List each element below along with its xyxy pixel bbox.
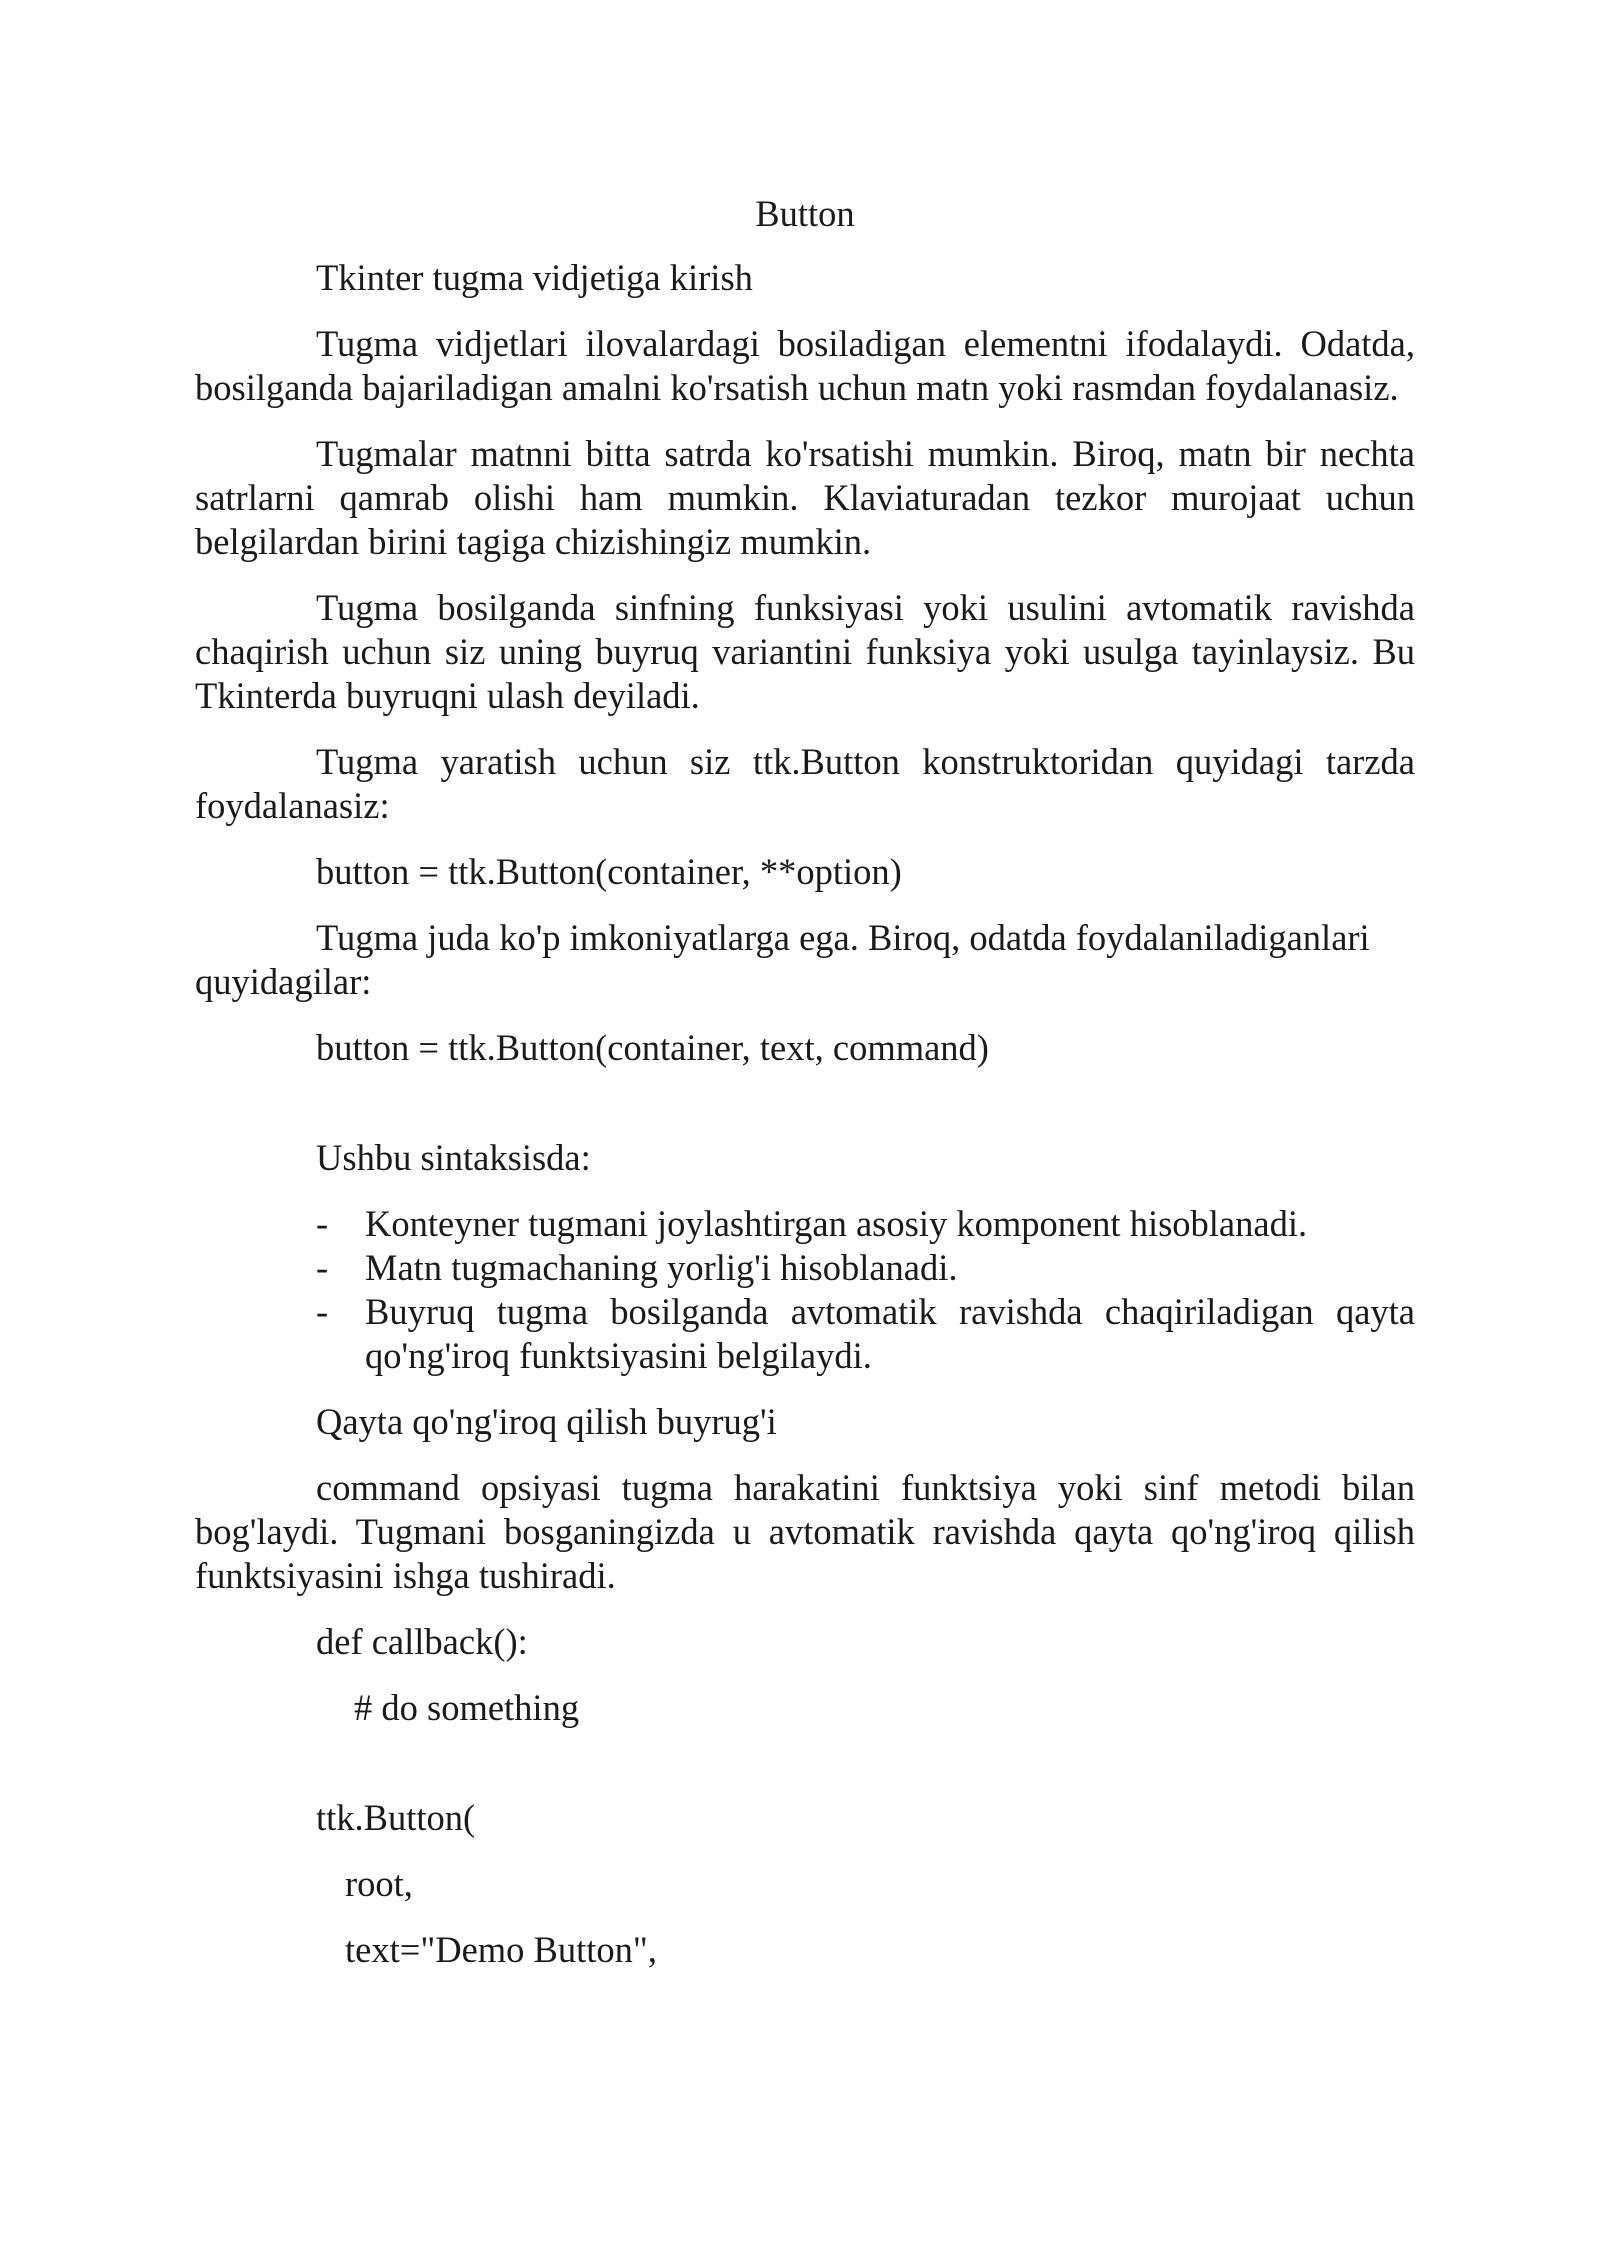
code-root-arg: root, (345, 1863, 413, 1904)
code-ttk-button: ttk.Button( (316, 1797, 476, 1838)
paragraph-2: Tugmalar matnni bitta satrda ko'rsatishi mumkin. Biroq, matn bir nechta satrlarni qamrab olishi ham mumkin. Klaviaturadan tezkor murojaat uchun belgilardan birini tagiga chizishingiz mumkin. (195, 433, 1415, 562)
spacer (195, 1752, 1415, 1796)
code-def: def callback(): (316, 1621, 528, 1662)
list-dash: - (316, 1203, 329, 1244)
code-line-constructor: button = ttk.Button(container, **option) (316, 851, 902, 892)
list-dash: - (316, 1291, 329, 1332)
list-dash: - (316, 1247, 329, 1288)
paragraph-command: command opsiyasi tugma harakatini funktsiya yoki sinf metodi bilan bog'laydi. Tugmani bosganingizda u avtomatik ravishda qayta qo'ng'iroq qilish funktsiyasini ishga tushiradi. (195, 1467, 1415, 1596)
list-item: - Konteyner tugmani joylashtirgan asosiy komponent hisoblanadi. (316, 1203, 1308, 1244)
syntax-list (195, 1202, 1415, 1378)
section-heading-callback: Qayta qo'ng'iroq qilish buyrug'i (316, 1401, 777, 1442)
code-line-common: button = ttk.Button(container, text, command) (316, 1027, 989, 1068)
list-item: - Buyruq tugma bosilganda avtomatik ravishda chaqiriladigan qayta qo'ng'iroq funktsiyasini belgilaydi. (316, 1291, 1415, 1376)
paragraph-4: Tugma yaratish uchun siz ttk.Button konstruktoridan quyidagi tarzda foydalanasiz: (195, 741, 1415, 826)
paragraph-options: Tugma juda ko'p imkoniyatlarga ega. Biroq, odatda foydalaniladiganlari quyidagilar: (195, 917, 1370, 1002)
code-comment: # do something (354, 1687, 580, 1728)
list-item: - Matn tugmachaning yorlig'i hisoblanadi. (316, 1247, 958, 1288)
paragraph-1: Tugma vidjetlari ilovalardagi bosiladigan elementni ifodalaydi. Odatda, bosilganda bajariladigan amalni ko'rsatish uchun matn yoki rasmdan foydalanasiz. (195, 323, 1415, 408)
document-body (195, 192, 1415, 1994)
page-title: Button (755, 193, 855, 234)
syntax-label: Ushbu sintaksisda: (316, 1137, 591, 1178)
code-text-arg: text="Demo Button", (345, 1929, 657, 1970)
paragraph-3: Tugma bosilganda sinfning funksiyasi yoki usulini avtomatik ravishda chaqirish uchun siz uning buyruq variantini funksiya yoki usulga tayinlaysiz. Bu Tkinterda buyruqni ulash deyiladi. (195, 587, 1415, 716)
spacer (195, 1092, 1415, 1136)
section-heading-intro: Tkinter tugma vidjetiga kirish (316, 257, 753, 298)
